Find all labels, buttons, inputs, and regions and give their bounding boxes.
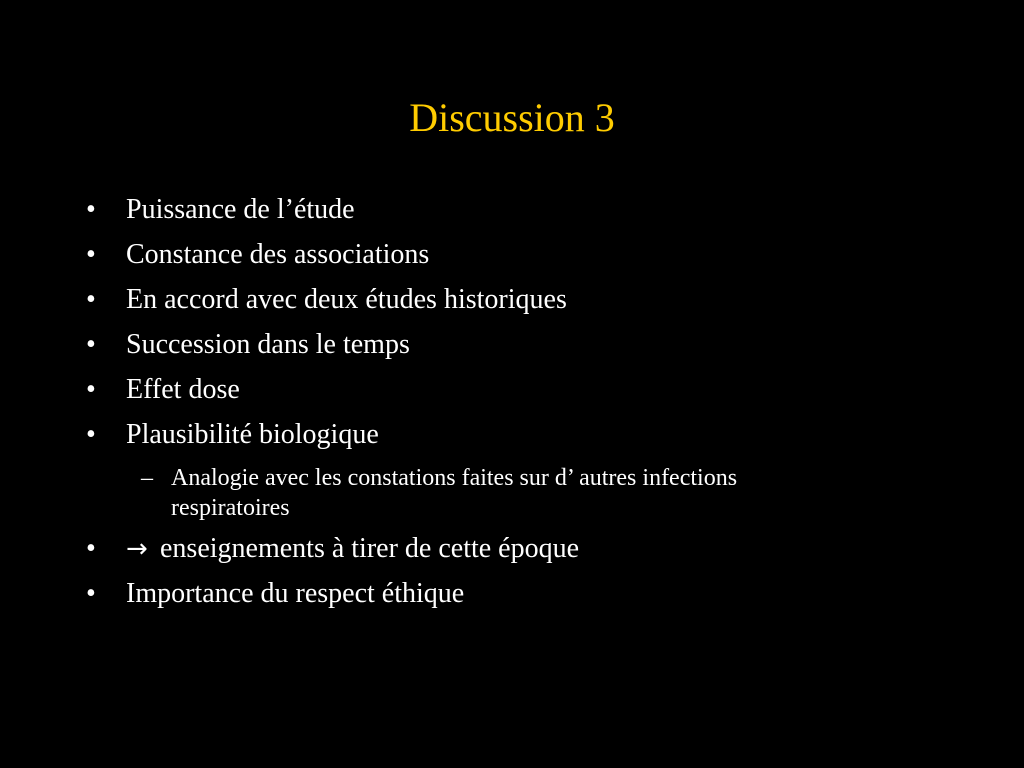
bullet-marker: •	[86, 284, 96, 315]
sub-bullet-text: Analogie avec les constations faites sur d’ autres infections respiratoires	[171, 465, 738, 521]
bullet-marker: •	[86, 533, 96, 564]
bullet-text: enseignements à tirer de cette époque	[160, 533, 580, 564]
bullet-text: Effet dose	[126, 374, 240, 405]
bullet-text: Succession dans le temps	[126, 329, 410, 360]
sub-bullet-marker: –	[141, 465, 153, 491]
bullet-marker: •	[86, 194, 96, 225]
bullet-marker: •	[86, 374, 96, 405]
bullet-item	[86, 577, 464, 611]
bullet-marker: •	[86, 329, 96, 360]
sub-bullet-item	[141, 463, 861, 523]
slide-title: Discussion 3	[409, 95, 615, 140]
bullet-text: En accord avec deux études historiques	[126, 284, 567, 315]
bullet-text: Puissance de l’étude	[126, 194, 355, 225]
bullet-text: Constance des associations	[126, 239, 430, 270]
arrow-right-icon: →	[126, 534, 148, 564]
bullet-item	[86, 532, 579, 566]
bullet-item	[86, 238, 429, 272]
bullet-marker: •	[86, 578, 96, 609]
bullet-text: Plausibilité biologique	[126, 419, 379, 450]
bullet-item	[86, 283, 567, 317]
bullet-marker: •	[86, 419, 96, 450]
bullet-text: Importance du respect éthique	[126, 578, 465, 609]
bullet-marker: •	[86, 239, 96, 270]
bullet-item	[86, 193, 355, 227]
bullet-item	[86, 373, 240, 407]
bullet-item	[86, 418, 379, 452]
bullet-item	[86, 328, 410, 362]
